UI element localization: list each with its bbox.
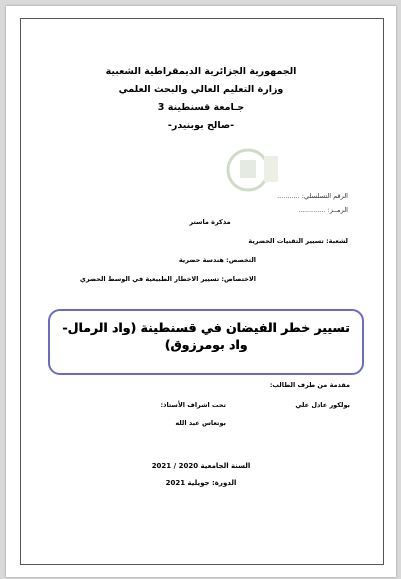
session-date: الدورة: جويلية 2021 [165,479,237,487]
university-name: -صالح بوبنيدر- [167,120,235,131]
ministry-heading: وزارة التعليم العالي والبحث العلمي [118,84,284,95]
specialty-line: التخصص: هندسة حضرية [178,256,256,264]
concentration-line: الاختصاص: تسيير الاخطار الطبيعية في الوسط الحضري [79,275,256,283]
branch-line: لشعبة: تسيير التقنيات الحضرية [248,237,348,245]
supervision-label: تحت اشراف الأستاذ: [160,401,226,409]
university-heading: جـامعة قسنطينة 3 [157,102,245,113]
supervisor-name: بوتعاس عبد الله [175,419,226,427]
presented-by-label: مقدمة من طرف الطالب: [269,381,350,389]
republic-heading: الجمهورية الجزائرية الديمقراطية الشعبية [105,66,297,77]
document-type: مذكرة ماستر [189,218,231,226]
university-logo-icon [224,146,282,196]
code-number: الرمــز: ............. [298,206,348,214]
document-page [6,6,396,577]
thesis-title: تسيير خطر الفيضان في قسنطينة (واد الرمال-واد بومرزوق) [62,320,350,352]
thesis-title-box [48,309,364,375]
serial-number: الرقم التسلسلي: ........... [277,192,348,200]
student-name: بولكور عادل علي [295,401,350,409]
academic-year: السنة الجامعية 2020 / 2021 [151,462,251,470]
